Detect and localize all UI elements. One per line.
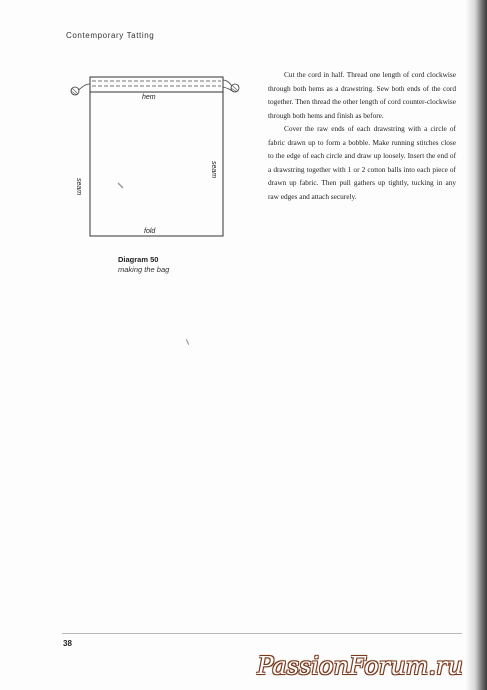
cord-right-upper bbox=[223, 80, 232, 86]
hem-label: hem bbox=[142, 94, 156, 101]
fold-label: fold bbox=[144, 228, 156, 235]
page-number: 38 bbox=[63, 639, 72, 648]
body-text bbox=[268, 68, 456, 203]
seam-left-label: seam bbox=[75, 178, 82, 196]
scan-mark bbox=[118, 183, 123, 188]
cord-left bbox=[78, 84, 90, 90]
body-paragraph: Cut the cord in half. Thread one length of cord clockwise through both hems as a drawstring. Sew both ends of the cord together. Then thread the other length of cord counter-clockwise through both hems and finish as before. bbox=[268, 70, 456, 120]
bag-outline bbox=[90, 92, 223, 236]
running-head: Contemporary Tatting bbox=[66, 31, 155, 40]
hem-band bbox=[90, 77, 223, 92]
bag-diagram bbox=[60, 66, 250, 246]
diagram-caption-subtitle: making the bag bbox=[118, 265, 170, 274]
diagram-caption-title: Diagram 50 bbox=[118, 255, 159, 264]
watermark-logo[interactable]: PassionForum.ru bbox=[257, 652, 463, 680]
seam-right-label: seam bbox=[210, 161, 217, 179]
body-paragraph: Cover the raw ends of each drawstring with a circle of fabric drawn up to form a bobble. Make running stitches close to the edge of each circle and draw up loosely. Insert the end of a drawstring together with 1 or 2 cotton balls into each piece of drawn up fabric. Then pull gathers up tightly, tucking in any raw edges and attach securely. bbox=[268, 124, 456, 201]
footer-rule bbox=[62, 633, 462, 634]
bag-diagram-drawing bbox=[60, 66, 250, 246]
scan-shadow-edge bbox=[465, 0, 487, 690]
